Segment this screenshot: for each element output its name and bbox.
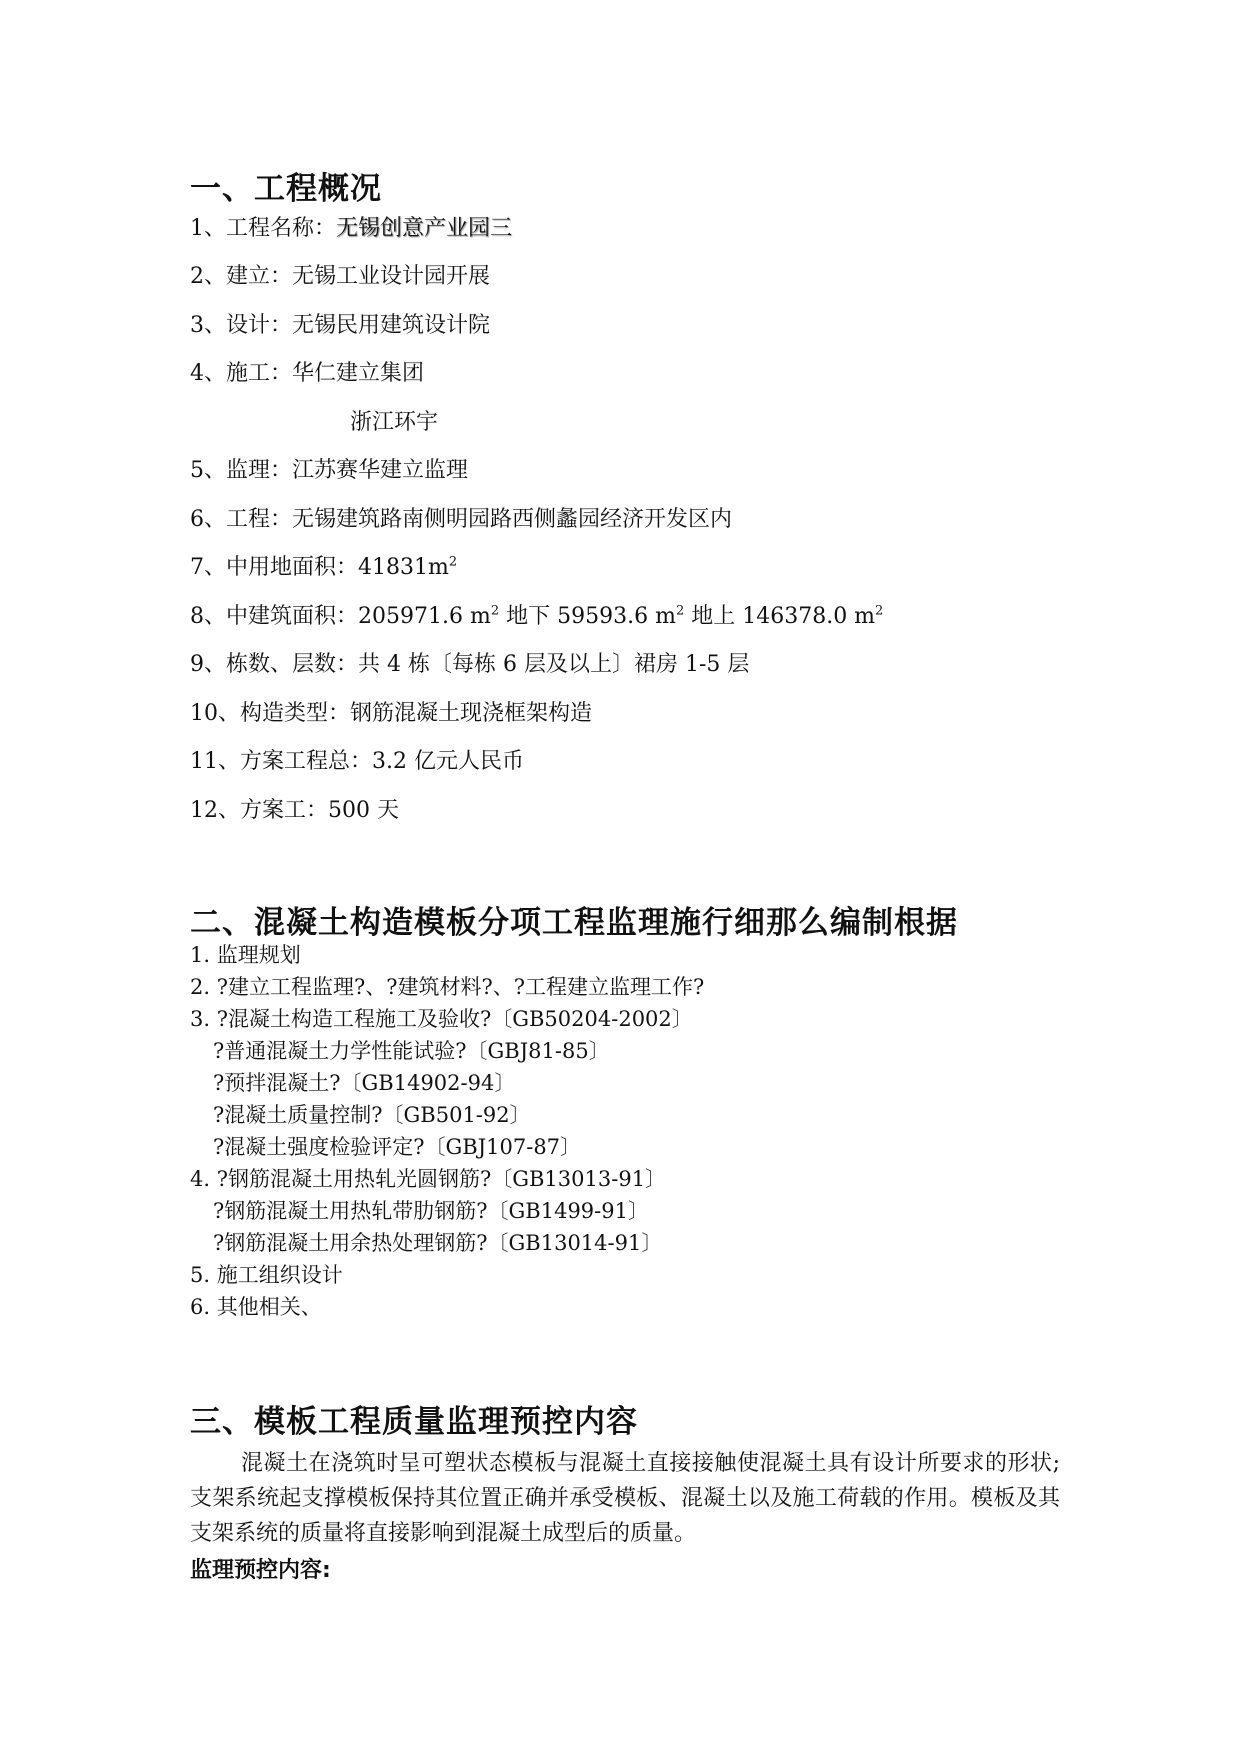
item-label: 8、中建筑面积： (190, 604, 358, 629)
item-11 (190, 747, 524, 777)
item-1 (190, 214, 512, 244)
superscript: 2 (675, 603, 685, 619)
item-5 (190, 456, 468, 486)
superscript: 2 (875, 603, 884, 619)
item-label: 7、中用地面积： (190, 555, 358, 580)
section1-title: 一、工程概况 (190, 171, 382, 207)
item-4 (190, 359, 424, 389)
item-label: 11、方案工程总： (190, 749, 372, 774)
basis-line-4: ?普通混凝土力学性能试验?〔GBJ81-85〕 (213, 1039, 610, 1063)
item-value: 41831m (358, 555, 449, 580)
item-label: 6、工程： (190, 507, 292, 532)
basis-line-3: 3. ?混凝土构造工程施工及验收?〔GB50204-2002〕 (190, 1007, 693, 1031)
section3-paragraph: 混凝土在浇筑时呈可塑状态模板与混凝土直接接触使混凝土具有设计所要求的形状; 支架系统起支撑模板保持其位置正确并承受模板、混凝土以及施工荷载的作用。模板及其支架系统的质量将直接影响到混凝土成型后的质量。 (190, 1451, 1060, 1546)
basis-line-6: ?混凝土质量控制?〔GB501-92〕 (213, 1103, 531, 1127)
item-8 (190, 602, 883, 632)
item-label: 12、方案工： (190, 798, 328, 823)
basis-line-1: 1. 监理规划 (190, 943, 301, 967)
item-value: 无锡创意产业园三 (336, 216, 513, 241)
item-value: 3.2 亿元人民币 (372, 749, 524, 774)
item-value: 无锡工业设计园开展 (292, 264, 491, 289)
section3-title: 三、模板工程质量监理预控内容 (190, 1404, 638, 1440)
item-4-continued (350, 408, 438, 438)
item-2 (190, 262, 490, 292)
item-value-underground: 地下 59593.6 m (506, 604, 676, 629)
item-value-above: 地上 146378.0 m (691, 604, 876, 629)
item-7 (190, 553, 457, 583)
item-value: 江苏赛华建立监理 (292, 458, 469, 483)
item-value: 钢筋混凝土现浇框架构造 (350, 701, 593, 726)
item-label: 4、施工： (190, 361, 292, 386)
item-value: 无锡民用建筑设计院 (292, 313, 491, 338)
item-6 (190, 505, 732, 535)
item-label: 9、栋数、层数： (190, 652, 358, 677)
item-label: 1、工程名称： (190, 216, 336, 241)
basis-line-2: 2. ?建立工程监理?、?建筑材料?、?工程建立监理工作? (190, 975, 705, 999)
item-label: 2、建立： (190, 264, 292, 289)
item-value: 浙江环宇 (350, 410, 439, 435)
basis-line-8: 4. ?钢筋混凝土用热轧光圆钢筋?〔GB13013-91〕 (190, 1167, 667, 1191)
item-10 (190, 699, 592, 729)
item-label: 10、构造类型： (190, 701, 350, 726)
item-value-total: 205971.6 m (358, 604, 491, 629)
item-value: 无锡建筑路南侧明园路西侧蠡园经济开发区内 (292, 507, 733, 532)
item-label: 5、监理： (190, 458, 292, 483)
superscript: 2 (448, 554, 458, 570)
basis-line-11: 5. 施工组织设计 (190, 1263, 343, 1287)
basis-line-10: ?钢筋混凝土用余热处理钢筋?〔GB13014-91〕 (213, 1231, 663, 1255)
basis-line-5: ?预拌混凝土?〔GB14902-94〕 (213, 1071, 516, 1095)
item-label: 3、设计： (190, 313, 292, 338)
basis-line-12: 6. 其他相关、 (190, 1295, 322, 1319)
item-value: 共 4 栋〔每栋 6 层及以上〕裙房 1-5 层 (358, 652, 750, 677)
item-9 (190, 650, 749, 680)
superscript: 2 (490, 603, 500, 619)
section2-title: 二、混凝土构造模板分项工程监理施行细那么编制根据 (190, 905, 958, 941)
precontrol-label: 监理预控内容: (190, 1558, 331, 1583)
basis-line-9: ?钢筋混凝土用热轧带肋钢筋?〔GB1499-91〕 (213, 1199, 649, 1223)
item-value: 华仁建立集团 (292, 361, 425, 386)
item-3 (190, 311, 490, 341)
basis-line-7: ?混凝土强度检验评定?〔GBJ107-87〕 (213, 1135, 582, 1159)
item-value: 500 天 (328, 798, 399, 823)
item-12 (190, 796, 399, 826)
